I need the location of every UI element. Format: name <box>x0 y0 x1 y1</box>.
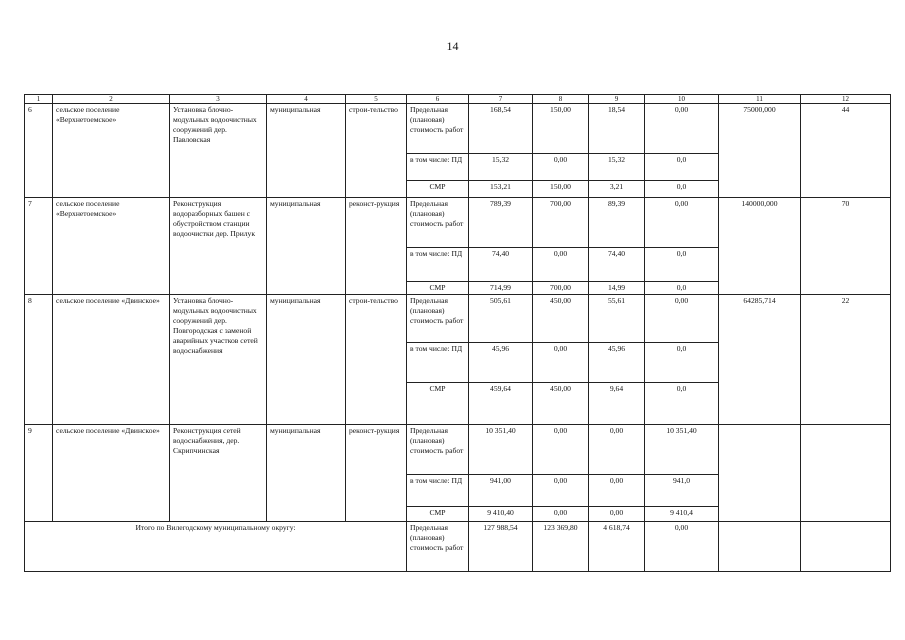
table-row <box>25 104 891 154</box>
value-cell: 0,00 <box>645 522 719 572</box>
col-header: 7 <box>469 95 533 104</box>
value-cell: 123 369,80 <box>533 522 589 572</box>
value-cell: 0,00 <box>589 507 645 522</box>
value-cell: 0,0 <box>645 282 719 295</box>
cost-label: Предельная (плановая) стоимость работ <box>410 296 464 325</box>
table-row <box>25 295 891 343</box>
smr-label-cell: СМР <box>407 181 469 198</box>
value-cell: 0,00 <box>533 425 589 475</box>
value-cell: 0,00 <box>645 104 719 154</box>
value-cell: 18,54 <box>589 104 645 154</box>
col-header: 8 <box>533 95 589 104</box>
col11-cell: 75000,000 <box>719 104 801 198</box>
table-row <box>25 425 891 475</box>
grand-total-row <box>25 522 891 572</box>
col12-cell: 44 <box>801 104 891 198</box>
value-cell: 14,99 <box>589 282 645 295</box>
value-cell: 9 410,40 <box>469 507 533 522</box>
work-type-cell: реконст-рукция <box>346 425 407 522</box>
column-number-row <box>25 95 891 104</box>
value-cell: 9,64 <box>589 383 645 425</box>
value-cell: 127 988,54 <box>469 522 533 572</box>
value-cell: 45,96 <box>589 343 645 383</box>
value-cell: 0,0 <box>645 248 719 282</box>
value-cell: 15,32 <box>589 154 645 181</box>
col-header: 9 <box>589 95 645 104</box>
col11-cell: 140000,000 <box>719 198 801 295</box>
value-cell: 168,54 <box>469 104 533 154</box>
ownership-cell: муниципальная <box>267 425 346 522</box>
value-cell: 0,0 <box>645 343 719 383</box>
pd-label-cell: в том числе: ПД <box>407 248 469 282</box>
value-cell: 74,40 <box>589 248 645 282</box>
value-cell: 714,99 <box>469 282 533 295</box>
cost-label: Предельная (плановая) стоимость работ <box>410 523 464 552</box>
value-cell: 0,00 <box>533 343 589 383</box>
pd-label-cell: в том числе: ПД <box>407 475 469 507</box>
value-cell: 0,00 <box>645 295 719 343</box>
value-cell: 700,00 <box>533 282 589 295</box>
cost-label-cell <box>407 104 469 154</box>
ownership-cell: муниципальная <box>267 198 346 295</box>
row-number: 8 <box>25 295 53 425</box>
work-type-cell: реконст-рукция <box>346 198 407 295</box>
col11-cell <box>719 425 801 522</box>
col-header: 3 <box>170 95 267 104</box>
value-cell: 450,00 <box>533 295 589 343</box>
ownership-cell: муниципальная <box>267 295 346 425</box>
col12-cell <box>801 425 891 522</box>
value-cell: 0,00 <box>533 154 589 181</box>
table-row <box>25 198 891 248</box>
value-cell: 55,61 <box>589 295 645 343</box>
cost-label: Предельная (плановая) стоимость работ <box>410 426 464 455</box>
col-header: 2 <box>53 95 170 104</box>
cost-label: Предельная (плановая) стоимость работ <box>410 105 464 134</box>
pd-label-cell: в том числе: ПД <box>407 343 469 383</box>
cost-label-cell <box>407 425 469 475</box>
value-cell: 9 410,4 <box>645 507 719 522</box>
value-cell: 0,0 <box>645 154 719 181</box>
value-cell: 505,61 <box>469 295 533 343</box>
smr-label-cell: СМР <box>407 507 469 522</box>
work-type-cell: строи-тельство <box>346 295 407 425</box>
pd-label-cell: в том числе: ПД <box>407 154 469 181</box>
settlement-cell: сельское поселение «Верхнетоемское» <box>53 198 170 295</box>
col12-cell <box>801 522 891 572</box>
cost-label-cell <box>407 522 469 572</box>
settlement-cell: сельское поселение «Верхнетоемское» <box>53 104 170 198</box>
object-cell: Реконструкция водоразборных башен с обустройством станции водоочистки дер. Прилук <box>170 198 267 295</box>
value-cell: 700,00 <box>533 198 589 248</box>
object-cell: Реконструкция сетей водоснабжения, дер. Скрипчинская <box>170 425 267 522</box>
smr-label-cell: СМР <box>407 282 469 295</box>
settlement-cell: сельское поселение «Двинское» <box>53 295 170 425</box>
row-number: 6 <box>25 104 53 198</box>
value-cell: 459,64 <box>469 383 533 425</box>
grand-total-label: Итого по Вилегодскому муниципальному округу: <box>25 522 407 572</box>
value-cell: 4 618,74 <box>589 522 645 572</box>
value-cell: 74,40 <box>469 248 533 282</box>
col-header: 4 <box>267 95 346 104</box>
col-header: 6 <box>407 95 469 104</box>
value-cell: 789,39 <box>469 198 533 248</box>
value-cell: 150,00 <box>533 181 589 198</box>
object-cell: Установка блочно-модульных водоочистных сооружений дер. Повгородская с заменой аварийных участков сетей водоснабжения <box>170 295 267 425</box>
value-cell: 15,32 <box>469 154 533 181</box>
col11-cell <box>719 522 801 572</box>
value-cell: 153,21 <box>469 181 533 198</box>
value-cell: 10 351,40 <box>645 425 719 475</box>
row-number: 7 <box>25 198 53 295</box>
value-cell: 0,0 <box>645 383 719 425</box>
cost-label: Предельная (плановая) стоимость работ <box>410 199 464 228</box>
value-cell: 941,0 <box>645 475 719 507</box>
object-cell: Установка блочно-модульных водоочистных сооружений дер. Павловская <box>170 104 267 198</box>
value-cell: 0,00 <box>645 198 719 248</box>
col12-cell: 70 <box>801 198 891 295</box>
col-header: 5 <box>346 95 407 104</box>
work-type-cell: строи-тельство <box>346 104 407 198</box>
value-cell: 0,00 <box>589 475 645 507</box>
smr-label-cell: СМР <box>407 383 469 425</box>
page-number: 14 <box>446 39 459 53</box>
value-cell: 3,21 <box>589 181 645 198</box>
value-cell: 0,00 <box>533 507 589 522</box>
cost-label-cell <box>407 295 469 343</box>
value-cell: 0,00 <box>533 248 589 282</box>
row-number: 9 <box>25 425 53 522</box>
value-cell: 10 351,40 <box>469 425 533 475</box>
col12-cell: 22 <box>801 295 891 425</box>
value-cell: 0,0 <box>645 181 719 198</box>
settlement-cell: сельское поселение «Двинское» <box>53 425 170 522</box>
col-header: 12 <box>801 95 891 104</box>
investment-table <box>24 94 891 572</box>
value-cell: 150,00 <box>533 104 589 154</box>
col-header: 10 <box>645 95 719 104</box>
value-cell: 45,96 <box>469 343 533 383</box>
value-cell: 941,00 <box>469 475 533 507</box>
col-header: 1 <box>25 95 53 104</box>
value-cell: 450,00 <box>533 383 589 425</box>
ownership-cell: муниципальная <box>267 104 346 198</box>
col11-cell: 64285,714 <box>719 295 801 425</box>
value-cell: 89,39 <box>589 198 645 248</box>
cost-label-cell <box>407 198 469 248</box>
value-cell: 0,00 <box>589 425 645 475</box>
value-cell: 0,00 <box>533 475 589 507</box>
col-header: 11 <box>719 95 801 104</box>
